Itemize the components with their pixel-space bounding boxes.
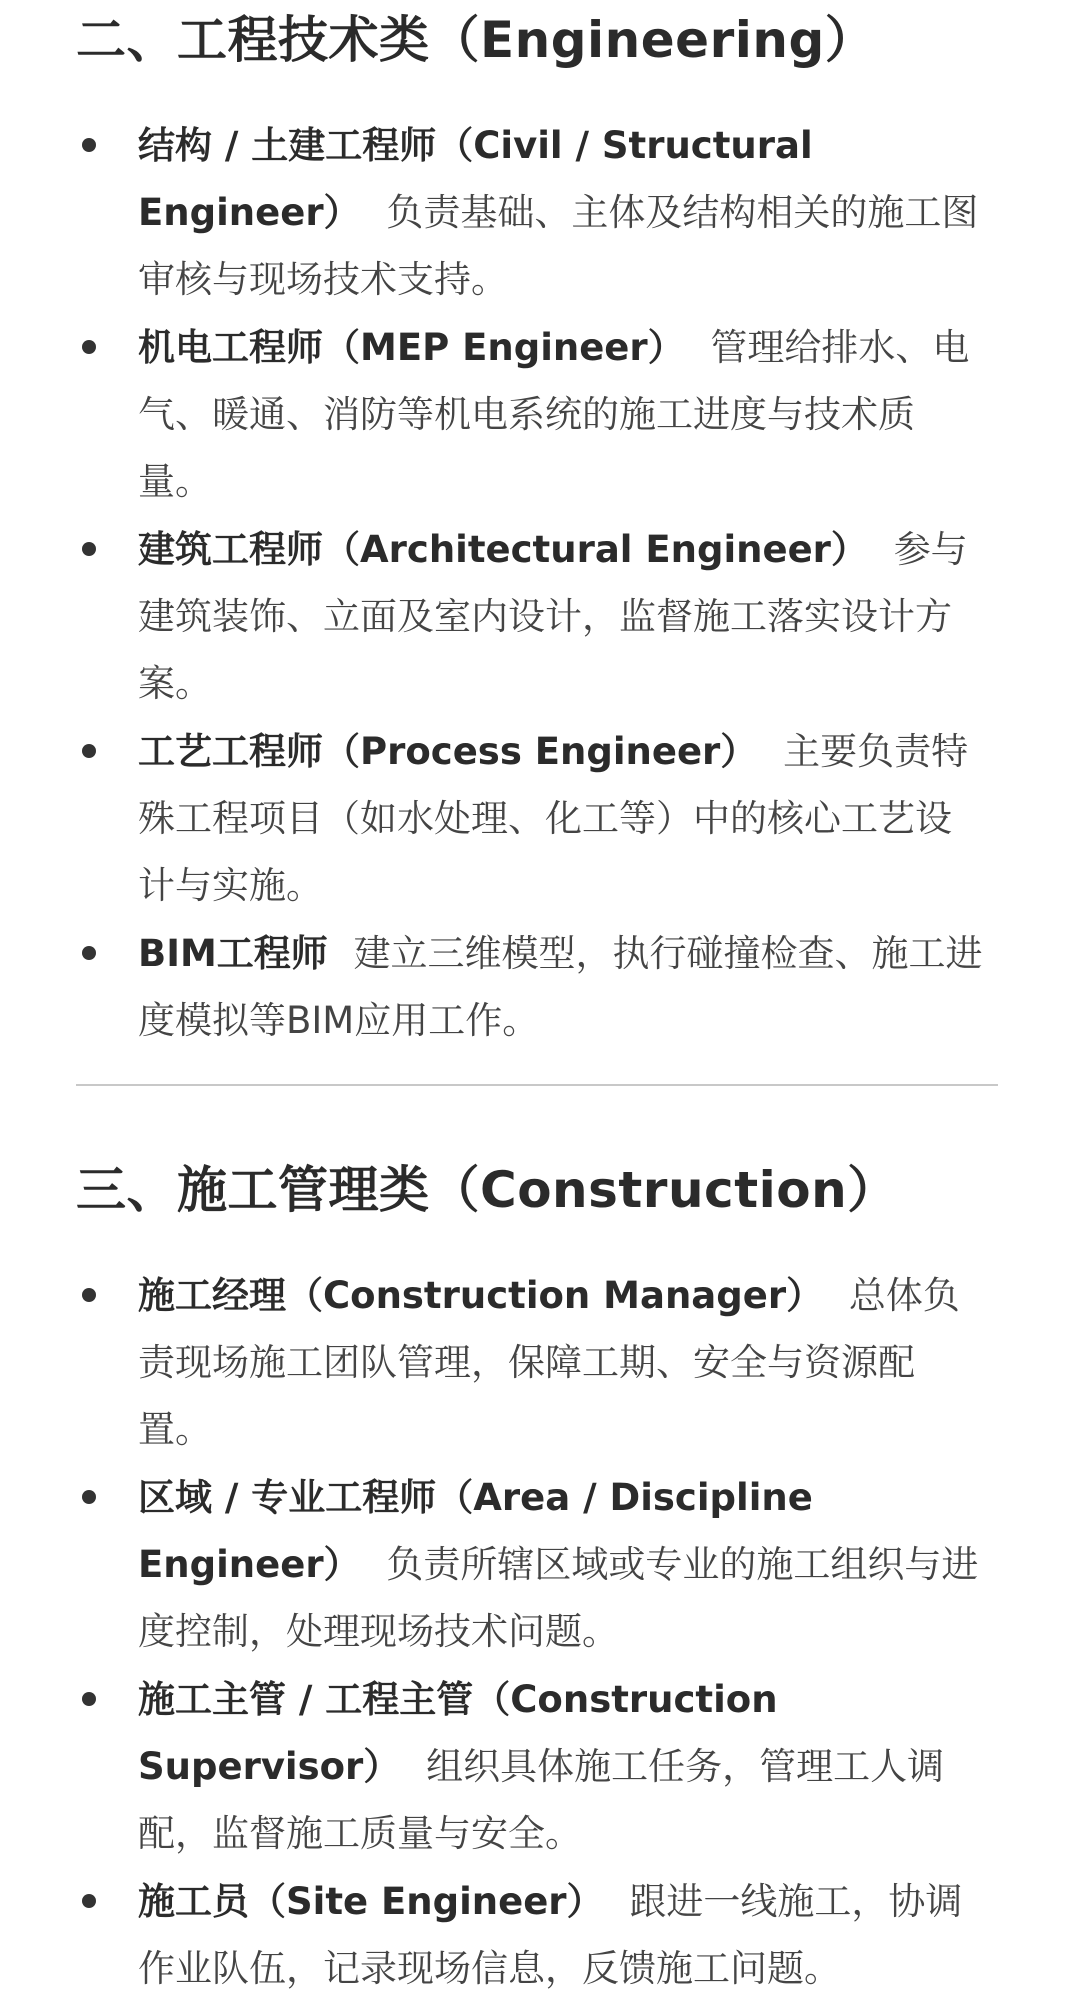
role-description: 负责所辖区域或专业的施工组织与进度控制，处理现场技术问题。 [138,1543,979,1653]
role-description: 参与建筑装饰、立面及室内设计，监督施工落实设计方案。 [138,528,968,705]
section-title-construction: 三、施工管理类（Construction） [76,1161,898,1219]
role-title: 机电工程师（MEP Engineer） [138,326,685,369]
role-title: 施工员（Site Engineer） [138,1880,604,1923]
bullet-dot-icon [82,542,96,556]
list-item [76,1262,1004,1463]
list-item [76,718,1004,919]
bullet-dot-icon [82,744,96,758]
role-title: 结构 / 土建工程师（Civil / Structural Engineer） [138,124,813,234]
role-title: 工艺工程师（Process Engineer） [138,730,758,773]
role-description: 负责基础、主体及结构相关的施工图审核与现场技术支持。 [138,191,979,301]
bullet-dot-icon [82,340,96,354]
role-description: 管理给排水、电气、暖通、消防等机电系统的施工进度与技术质量。 [138,326,970,503]
role-title: 区域 / 专业工程师（Area / Discipline Engineer） [138,1476,813,1586]
role-title: BIM工程师 [138,932,328,975]
role-description: 总体负责现场施工团队管理，保障工期、安全与资源配置。 [138,1274,960,1451]
role-description: 主要负责特殊工程项目（如水处理、化工等）中的核心工艺设计与实施。 [138,730,969,907]
list-item [76,112,1004,313]
role-description: 组织具体施工任务，管理工人调配，监督施工质量与安全。 [138,1745,945,1855]
section-engineering [76,0,1004,1054]
list-item [76,1868,1004,2002]
bullet-dot-icon [82,1490,96,1504]
list-item [76,1666,1004,1867]
bullet-dot-icon [82,1894,96,1908]
construction-role-list [76,1262,1004,2002]
bullet-dot-icon [82,1288,96,1302]
bullet-dot-icon [82,138,96,152]
engineering-role-list [76,112,1004,1054]
role-description: 跟进一线施工，协调作业队伍，记录现场信息，反馈施工问题。 [138,1880,963,1990]
section-title-engineering: 二、工程技术类（Engineering） [76,11,876,69]
role-title: 建筑工程师（Architectural Engineer） [138,528,868,571]
list-item [76,1464,1004,1665]
bullet-dot-icon [82,946,96,960]
section-divider [76,1084,998,1086]
role-title: 施工主管 / 工程主管（Construction Supervisor） [138,1678,778,1788]
list-item [76,516,1004,717]
list-item [76,314,1004,515]
section-construction [76,1156,1004,2002]
role-description: 建立三维模型，执行碰撞检查、施工进度模拟等BIM应用工作。 [138,932,983,1042]
role-title: 施工经理（Construction Manager） [138,1274,824,1317]
bullet-dot-icon [82,1692,96,1706]
list-item [76,920,1004,1054]
